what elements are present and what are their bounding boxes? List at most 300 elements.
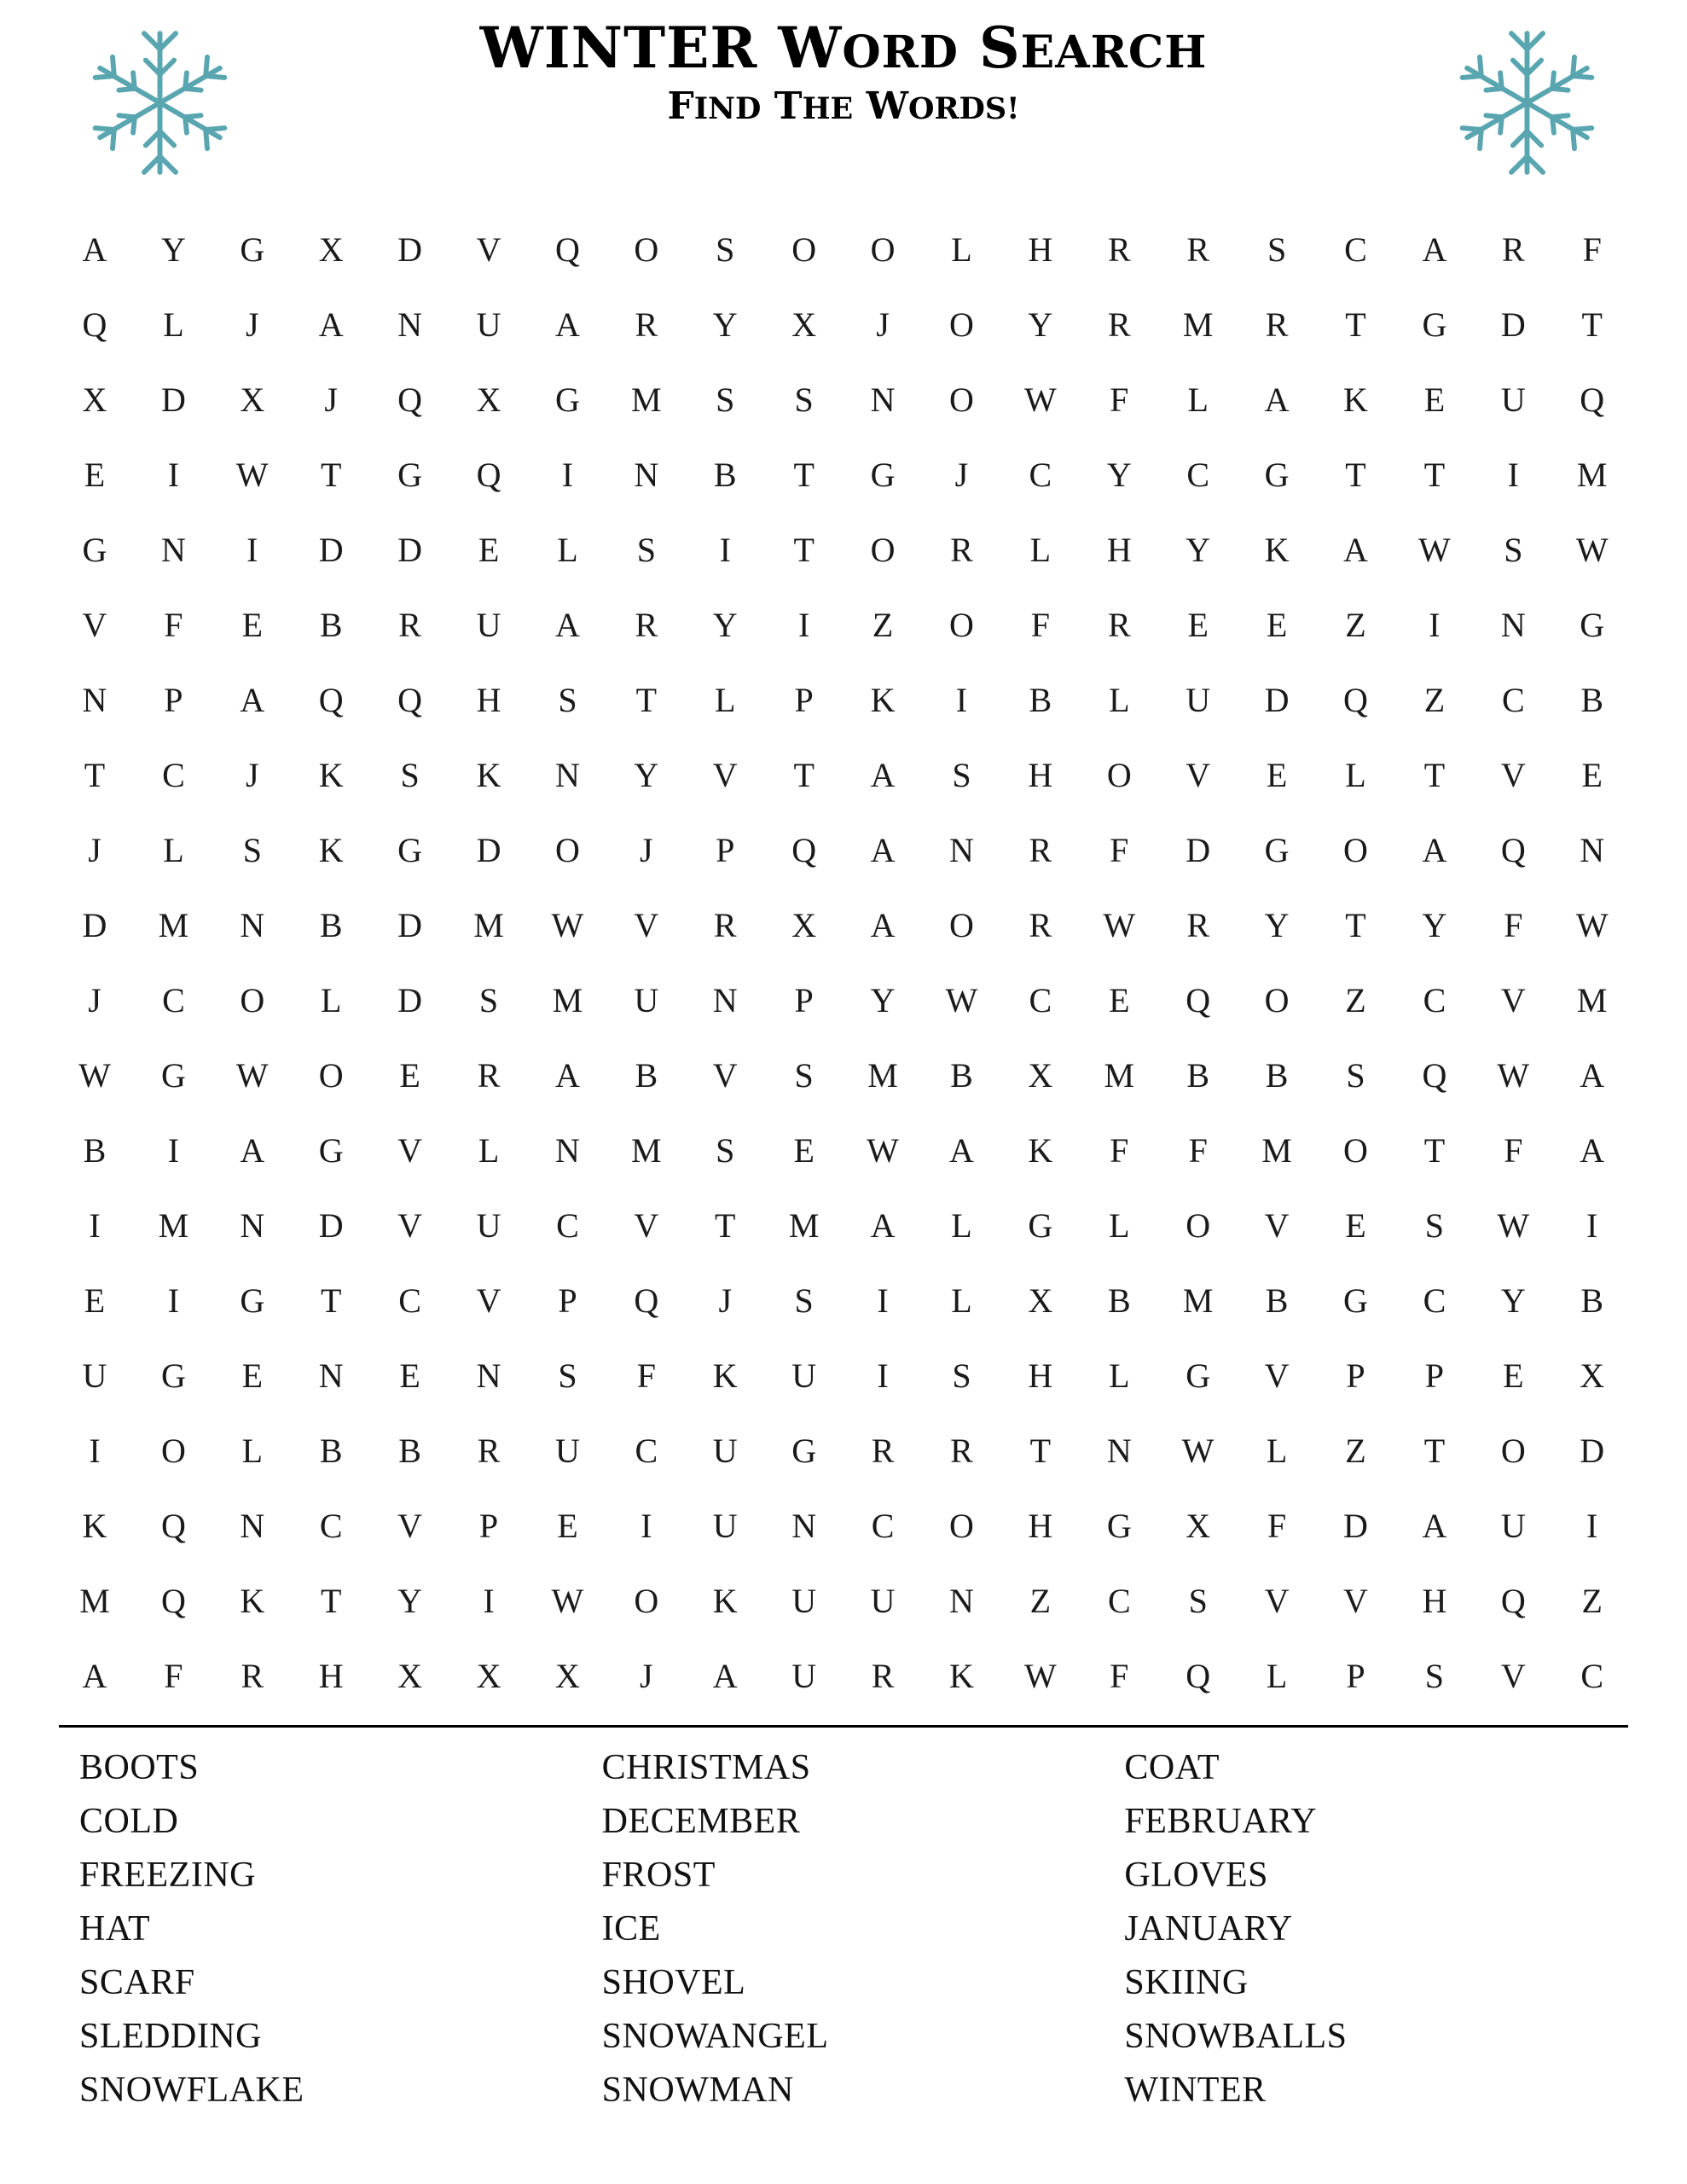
grid-cell[interactable]: K: [712, 1356, 738, 1395]
grid-cell[interactable]: X: [318, 229, 344, 269]
word-list-item[interactable]: WINTER: [1124, 2071, 1267, 2110]
grid-cell[interactable]: W: [1575, 530, 1609, 569]
grid-cell[interactable]: G: [1264, 455, 1290, 494]
grid-cell[interactable]: H: [1028, 1356, 1053, 1395]
grid-cell[interactable]: A: [1580, 1130, 1605, 1170]
grid-cell[interactable]: A: [870, 1205, 896, 1245]
grid-cell[interactable]: P: [1424, 1356, 1445, 1395]
grid-cell[interactable]: V: [397, 1205, 423, 1245]
grid-cell[interactable]: Y: [397, 1581, 423, 1620]
grid-cell[interactable]: O: [791, 229, 817, 269]
grid-cell[interactable]: T: [1423, 1130, 1446, 1170]
grid-cell[interactable]: P: [164, 680, 183, 719]
grid-cell[interactable]: I: [89, 1205, 101, 1245]
grid-cell[interactable]: C: [1029, 455, 1052, 494]
grid-cell[interactable]: F: [1582, 229, 1602, 269]
grid-cell[interactable]: J: [324, 380, 338, 419]
grid-cell[interactable]: S: [794, 380, 814, 419]
grid-cell[interactable]: D: [1500, 305, 1526, 344]
grid-cell[interactable]: O: [160, 1431, 186, 1470]
word-list-item[interactable]: SHOVEL: [601, 1963, 746, 2002]
grid-cell[interactable]: A: [82, 1656, 107, 1695]
grid-cell[interactable]: W: [945, 980, 978, 1019]
word-list-item[interactable]: SNOWBALLS: [1124, 2017, 1348, 2056]
word-list-item[interactable]: BOOTS: [79, 1748, 200, 1787]
grid-cell[interactable]: O: [1186, 1205, 1211, 1245]
grid-cell[interactable]: Q: [634, 1281, 659, 1320]
grid-cell[interactable]: R: [1029, 905, 1052, 944]
grid-cell[interactable]: N: [476, 1356, 501, 1395]
grid-cell[interactable]: Y: [1028, 305, 1053, 344]
grid-cell[interactable]: R: [241, 1656, 264, 1695]
grid-cell[interactable]: I: [1586, 1506, 1598, 1545]
grid-cell[interactable]: X: [1186, 1506, 1211, 1545]
grid-cell[interactable]: O: [240, 980, 265, 1019]
grid-cell[interactable]: L: [478, 1130, 500, 1170]
grid-cell[interactable]: T: [715, 1205, 736, 1245]
grid-cell[interactable]: G: [1186, 1356, 1211, 1395]
grid-cell[interactable]: N: [554, 1130, 580, 1170]
grid-cell[interactable]: E: [241, 605, 264, 644]
grid-cell[interactable]: W: [1103, 905, 1136, 944]
grid-cell[interactable]: M: [1182, 305, 1214, 344]
grid-cell[interactable]: S: [1504, 530, 1523, 569]
grid-cell[interactable]: V: [1186, 755, 1211, 794]
grid-cell[interactable]: V: [712, 755, 738, 794]
grid-cell[interactable]: J: [88, 980, 101, 1019]
grid-cell[interactable]: F: [1110, 1130, 1129, 1170]
grid-cell[interactable]: B: [1186, 1055, 1210, 1095]
grid-cell[interactable]: E: [84, 1281, 106, 1320]
word-list-item[interactable]: SLEDDING: [79, 2017, 262, 2056]
grid-cell[interactable]: Y: [1186, 530, 1211, 569]
grid-cell[interactable]: K: [82, 1506, 107, 1545]
grid-cell[interactable]: A: [554, 1055, 580, 1095]
grid-cell[interactable]: V: [1343, 1581, 1368, 1620]
grid-cell[interactable]: M: [158, 1205, 189, 1245]
grid-cell[interactable]: C: [1423, 1281, 1446, 1320]
grid-cell[interactable]: T: [793, 455, 815, 494]
grid-cell[interactable]: B: [950, 1055, 973, 1095]
grid-cell[interactable]: N: [318, 1356, 344, 1395]
grid-cell[interactable]: C: [635, 1431, 658, 1470]
grid-cell[interactable]: O: [949, 605, 974, 644]
grid-cell[interactable]: K: [318, 755, 344, 794]
grid-cell[interactable]: C: [162, 980, 185, 1019]
grid-cell[interactable]: X: [554, 1656, 580, 1695]
grid-cell[interactable]: R: [635, 605, 658, 644]
grid-cell[interactable]: L: [1109, 1205, 1130, 1245]
grid-cell[interactable]: E: [1266, 755, 1288, 794]
grid-cell[interactable]: G: [160, 1055, 186, 1095]
grid-cell[interactable]: L: [1029, 530, 1052, 569]
grid-cell[interactable]: U: [1500, 380, 1526, 419]
grid-cell[interactable]: E: [1345, 1205, 1366, 1245]
grid-cell[interactable]: O: [1500, 1431, 1526, 1470]
grid-cell[interactable]: X: [397, 1656, 423, 1695]
grid-cell[interactable]: T: [321, 1581, 342, 1620]
grid-cell[interactable]: A: [554, 305, 580, 344]
grid-cell[interactable]: W: [1023, 380, 1057, 419]
grid-cell[interactable]: M: [788, 1205, 820, 1245]
grid-cell[interactable]: L: [1266, 1656, 1288, 1695]
grid-cell[interactable]: Z: [1581, 1581, 1603, 1620]
grid-cell[interactable]: E: [1581, 755, 1603, 794]
grid-cell[interactable]: X: [476, 380, 501, 419]
grid-cell[interactable]: F: [1188, 1130, 1208, 1170]
grid-cell[interactable]: W: [551, 1581, 584, 1620]
grid-cell[interactable]: Q: [1343, 680, 1368, 719]
grid-cell[interactable]: G: [1028, 1205, 1053, 1245]
grid-cell[interactable]: F: [1504, 1130, 1523, 1170]
grid-cell[interactable]: A: [1422, 1506, 1447, 1545]
grid-cell[interactable]: W: [1023, 1656, 1057, 1695]
grid-cell[interactable]: R: [1029, 830, 1052, 869]
grid-cell[interactable]: Z: [1345, 1431, 1366, 1470]
grid-cell[interactable]: U: [870, 1581, 896, 1620]
grid-cell[interactable]: V: [476, 1281, 501, 1320]
word-list-item[interactable]: ICE: [601, 1909, 661, 1949]
grid-cell[interactable]: W: [1418, 530, 1451, 569]
grid-cell[interactable]: E: [399, 1055, 420, 1095]
grid-cell[interactable]: Z: [1345, 605, 1366, 644]
grid-cell[interactable]: D: [1264, 680, 1290, 719]
grid-cell[interactable]: U: [1500, 1506, 1526, 1545]
word-list-item[interactable]: HAT: [79, 1909, 151, 1949]
grid-cell[interactable]: G: [397, 830, 423, 869]
grid-cell[interactable]: D: [397, 905, 423, 944]
grid-cell[interactable]: P: [794, 980, 814, 1019]
grid-cell[interactable]: T: [635, 680, 658, 719]
grid-cell[interactable]: S: [1267, 229, 1287, 269]
grid-cell[interactable]: A: [1422, 830, 1447, 869]
grid-cell[interactable]: Z: [1029, 1581, 1052, 1620]
word-list-item[interactable]: SCARF: [79, 1963, 195, 2002]
grid-cell[interactable]: L: [951, 1281, 972, 1320]
grid-cell[interactable]: W: [867, 1130, 899, 1170]
grid-cell[interactable]: M: [1576, 455, 1608, 494]
grid-cell[interactable]: T: [1345, 455, 1366, 494]
grid-cell[interactable]: R: [871, 1656, 895, 1695]
grid-cell[interactable]: O: [949, 905, 974, 944]
grid-cell[interactable]: L: [1187, 380, 1209, 419]
grid-cell[interactable]: G: [1422, 305, 1447, 344]
grid-cell[interactable]: E: [793, 1130, 815, 1170]
grid-cell[interactable]: B: [1580, 680, 1604, 719]
word-list-item[interactable]: COLD: [79, 1802, 179, 1841]
grid-cell[interactable]: R: [713, 905, 737, 944]
grid-cell[interactable]: R: [635, 305, 658, 344]
word-list-item[interactable]: DECEMBER: [601, 1802, 801, 1841]
grid-cell[interactable]: B: [635, 1055, 658, 1095]
grid-cell[interactable]: U: [476, 605, 501, 644]
grid-cell[interactable]: F: [1030, 605, 1050, 644]
grid-cell[interactable]: N: [82, 680, 107, 719]
grid-cell[interactable]: V: [1500, 980, 1526, 1019]
grid-cell[interactable]: S: [716, 380, 735, 419]
grid-cell[interactable]: X: [240, 380, 265, 419]
grid-cell[interactable]: A: [1422, 229, 1447, 269]
grid-cell[interactable]: S: [794, 1055, 814, 1095]
grid-cell[interactable]: G: [240, 229, 265, 269]
grid-cell[interactable]: N: [240, 905, 265, 944]
grid-cell[interactable]: O: [870, 229, 896, 269]
grid-cell[interactable]: A: [712, 1656, 738, 1695]
grid-cell[interactable]: E: [1503, 1356, 1524, 1395]
grid-cell[interactable]: R: [950, 1431, 973, 1470]
grid-cell[interactable]: X: [476, 1656, 501, 1695]
grid-cell[interactable]: O: [949, 1506, 974, 1545]
grid-cell[interactable]: D: [397, 229, 423, 269]
grid-cell[interactable]: L: [163, 830, 184, 869]
grid-cell[interactable]: O: [870, 530, 896, 569]
grid-cell[interactable]: C: [1186, 455, 1210, 494]
grid-cell[interactable]: L: [321, 980, 342, 1019]
grid-cell[interactable]: H: [1106, 530, 1132, 569]
grid-cell[interactable]: M: [1261, 1130, 1292, 1170]
grid-cell[interactable]: C: [1580, 1656, 1604, 1695]
grid-cell[interactable]: S: [1424, 1656, 1445, 1695]
grid-cell[interactable]: S: [558, 1356, 577, 1395]
grid-cell[interactable]: P: [478, 1506, 499, 1545]
grid-cell[interactable]: C: [1344, 229, 1367, 269]
grid-cell[interactable]: P: [1346, 1356, 1365, 1395]
grid-cell[interactable]: D: [397, 530, 423, 569]
word-list-item[interactable]: SNOWANGEL: [601, 2017, 829, 2056]
grid-cell[interactable]: E: [1109, 980, 1130, 1019]
grid-cell[interactable]: V: [82, 605, 107, 644]
grid-cell[interactable]: Y: [160, 229, 186, 269]
word-list-item[interactable]: JANUARY: [1124, 1909, 1293, 1949]
grid-cell[interactable]: R: [1107, 229, 1131, 269]
grid-cell[interactable]: K: [1028, 1130, 1053, 1170]
grid-cell[interactable]: O: [318, 1055, 344, 1095]
grid-cell[interactable]: U: [791, 1581, 817, 1620]
grid-cell[interactable]: N: [791, 1506, 817, 1545]
word-list-item[interactable]: FEBRUARY: [1124, 1802, 1318, 1841]
grid-cell[interactable]: I: [877, 1281, 889, 1320]
grid-cell[interactable]: N: [240, 1506, 265, 1545]
grid-cell[interactable]: U: [554, 1431, 580, 1470]
grid-cell[interactable]: Y: [634, 755, 659, 794]
grid-cell[interactable]: M: [1104, 1055, 1135, 1095]
grid-cell[interactable]: B: [398, 1431, 421, 1470]
grid-cell[interactable]: C: [162, 755, 185, 794]
grid-cell[interactable]: C: [1423, 980, 1446, 1019]
grid-cell[interactable]: D: [397, 980, 423, 1019]
grid-cell[interactable]: N: [160, 530, 186, 569]
grid-cell[interactable]: A: [870, 830, 896, 869]
grid-cell[interactable]: T: [1423, 1431, 1446, 1470]
grid-cell[interactable]: V: [1264, 1581, 1290, 1620]
grid-cell[interactable]: N: [1500, 605, 1526, 644]
grid-cell[interactable]: M: [631, 1130, 662, 1170]
grid-cell[interactable]: J: [88, 830, 101, 869]
grid-cell[interactable]: L: [163, 305, 184, 344]
grid-cell[interactable]: L: [951, 1205, 972, 1245]
grid-cell[interactable]: N: [554, 755, 580, 794]
grid-cell[interactable]: A: [1580, 1055, 1605, 1095]
grid-cell[interactable]: A: [318, 305, 344, 344]
grid-cell[interactable]: K: [870, 680, 896, 719]
grid-cell[interactable]: Y: [712, 305, 738, 344]
grid-cell[interactable]: J: [246, 305, 259, 344]
grid-cell[interactable]: G: [82, 530, 107, 569]
grid-cell[interactable]: V: [476, 229, 501, 269]
grid-cell[interactable]: M: [552, 980, 583, 1019]
grid-cell[interactable]: M: [158, 905, 189, 944]
grid-cell[interactable]: X: [1028, 1055, 1053, 1095]
grid-cell[interactable]: M: [1576, 980, 1608, 1019]
grid-cell[interactable]: J: [246, 755, 259, 794]
word-list-item[interactable]: CHRISTMAS: [601, 1748, 811, 1787]
grid-cell[interactable]: U: [791, 1656, 817, 1695]
grid-cell[interactable]: C: [871, 1506, 895, 1545]
grid-cell[interactable]: B: [1265, 1281, 1289, 1320]
grid-cell[interactable]: D: [1580, 1431, 1605, 1470]
grid-cell[interactable]: Q: [1186, 980, 1211, 1019]
grid-cell[interactable]: Y: [1264, 905, 1290, 944]
grid-cell[interactable]: O: [634, 1581, 659, 1620]
grid-cell[interactable]: A: [1264, 380, 1290, 419]
grid-cell[interactable]: B: [83, 1130, 107, 1170]
word-search-grid[interactable]: [59, 212, 1628, 1713]
grid-cell[interactable]: T: [1581, 305, 1603, 344]
grid-cell[interactable]: Y: [1500, 1281, 1526, 1320]
grid-cell[interactable]: T: [321, 455, 342, 494]
grid-cell[interactable]: G: [1106, 1506, 1132, 1545]
grid-cell[interactable]: D: [476, 830, 501, 869]
grid-cell[interactable]: J: [718, 1281, 733, 1320]
grid-cell[interactable]: V: [634, 1205, 659, 1245]
grid-cell[interactable]: G: [397, 455, 423, 494]
grid-cell[interactable]: G: [870, 455, 896, 494]
grid-cell[interactable]: E: [399, 1356, 420, 1395]
grid-cell[interactable]: W: [235, 455, 269, 494]
grid-cell[interactable]: H: [1028, 229, 1053, 269]
grid-cell[interactable]: C: [1501, 680, 1525, 719]
grid-cell[interactable]: E: [84, 455, 106, 494]
grid-cell[interactable]: O: [949, 380, 974, 419]
grid-cell[interactable]: R: [477, 1055, 501, 1095]
grid-cell[interactable]: H: [318, 1656, 344, 1695]
grid-cell[interactable]: O: [1264, 980, 1290, 1019]
grid-cell[interactable]: I: [1429, 605, 1441, 644]
grid-cell[interactable]: L: [557, 530, 578, 569]
grid-cell[interactable]: C: [556, 1205, 579, 1245]
grid-cell[interactable]: P: [716, 830, 735, 869]
grid-cell[interactable]: F: [164, 1656, 183, 1695]
grid-cell[interactable]: I: [167, 1130, 180, 1170]
grid-cell[interactable]: U: [1186, 680, 1211, 719]
grid-cell[interactable]: T: [1423, 755, 1446, 794]
grid-cell[interactable]: A: [870, 755, 896, 794]
grid-cell[interactable]: O: [554, 830, 580, 869]
grid-cell[interactable]: I: [955, 680, 968, 719]
grid-cell[interactable]: T: [1423, 455, 1446, 494]
grid-cell[interactable]: Q: [554, 229, 580, 269]
grid-cell[interactable]: I: [797, 605, 810, 644]
grid-cell[interactable]: R: [1265, 305, 1289, 344]
grid-cell[interactable]: Q: [82, 305, 107, 344]
grid-cell[interactable]: D: [318, 530, 344, 569]
grid-cell[interactable]: T: [321, 1281, 342, 1320]
grid-cell[interactable]: W: [1497, 1055, 1530, 1095]
grid-cell[interactable]: H: [1422, 1581, 1447, 1620]
grid-cell[interactable]: I: [877, 1356, 889, 1395]
grid-cell[interactable]: K: [949, 1656, 974, 1695]
grid-cell[interactable]: G: [1580, 605, 1605, 644]
word-list-item[interactable]: SNOWFLAKE: [79, 2071, 304, 2110]
grid-cell[interactable]: D: [1186, 830, 1211, 869]
grid-cell[interactable]: B: [319, 605, 343, 644]
grid-cell[interactable]: Q: [1186, 1656, 1211, 1695]
grid-cell[interactable]: B: [319, 1431, 343, 1470]
grid-cell[interactable]: U: [476, 1205, 501, 1245]
grid-cell[interactable]: R: [1107, 605, 1131, 644]
grid-cell[interactable]: N: [397, 305, 423, 344]
grid-cell[interactable]: H: [1028, 1506, 1053, 1545]
grid-cell[interactable]: B: [1265, 1055, 1289, 1095]
grid-cell[interactable]: M: [867, 1055, 898, 1095]
grid-cell[interactable]: A: [554, 605, 580, 644]
grid-cell[interactable]: I: [89, 1431, 101, 1470]
grid-cell[interactable]: L: [715, 680, 736, 719]
grid-cell[interactable]: W: [78, 1055, 111, 1095]
grid-cell[interactable]: U: [476, 305, 501, 344]
grid-cell[interactable]: I: [719, 530, 731, 569]
grid-cell[interactable]: W: [235, 1055, 269, 1095]
grid-cell[interactable]: I: [641, 1506, 652, 1545]
grid-cell[interactable]: N: [240, 1205, 265, 1245]
grid-cell[interactable]: P: [794, 680, 814, 719]
grid-cell[interactable]: X: [791, 305, 817, 344]
grid-cell[interactable]: N: [949, 1581, 974, 1620]
grid-cell[interactable]: Z: [1345, 980, 1366, 1019]
grid-cell[interactable]: V: [1264, 1356, 1290, 1395]
grid-cell[interactable]: I: [246, 530, 258, 569]
grid-cell[interactable]: G: [1343, 1281, 1368, 1320]
grid-cell[interactable]: S: [558, 680, 577, 719]
grid-cell[interactable]: L: [1109, 680, 1130, 719]
grid-cell[interactable]: K: [318, 830, 344, 869]
grid-cell[interactable]: R: [950, 530, 973, 569]
grid-cell[interactable]: Q: [160, 1506, 186, 1545]
grid-cell[interactable]: I: [1586, 1205, 1598, 1245]
grid-cell[interactable]: W: [1181, 1431, 1215, 1470]
grid-cell[interactable]: P: [558, 1281, 577, 1320]
grid-cell[interactable]: N: [634, 455, 659, 494]
grid-cell[interactable]: E: [557, 1506, 578, 1545]
grid-cell[interactable]: Y: [712, 605, 738, 644]
grid-cell[interactable]: C: [319, 1506, 343, 1545]
grid-cell[interactable]: D: [318, 1205, 344, 1245]
grid-cell[interactable]: X: [791, 905, 817, 944]
grid-cell[interactable]: E: [1266, 605, 1288, 644]
grid-cell[interactable]: G: [791, 1431, 817, 1470]
grid-cell[interactable]: I: [1507, 455, 1519, 494]
grid-cell[interactable]: J: [640, 1656, 653, 1695]
grid-cell[interactable]: F: [1110, 1656, 1129, 1695]
grid-cell[interactable]: K: [476, 755, 501, 794]
grid-cell[interactable]: L: [1109, 1356, 1130, 1395]
word-list-item[interactable]: SKIING: [1124, 1963, 1249, 2002]
grid-cell[interactable]: G: [160, 1356, 186, 1395]
grid-cell[interactable]: X: [82, 380, 107, 419]
grid-cell[interactable]: Q: [1500, 1581, 1526, 1620]
grid-cell[interactable]: R: [477, 1431, 501, 1470]
grid-cell[interactable]: E: [241, 1356, 264, 1395]
